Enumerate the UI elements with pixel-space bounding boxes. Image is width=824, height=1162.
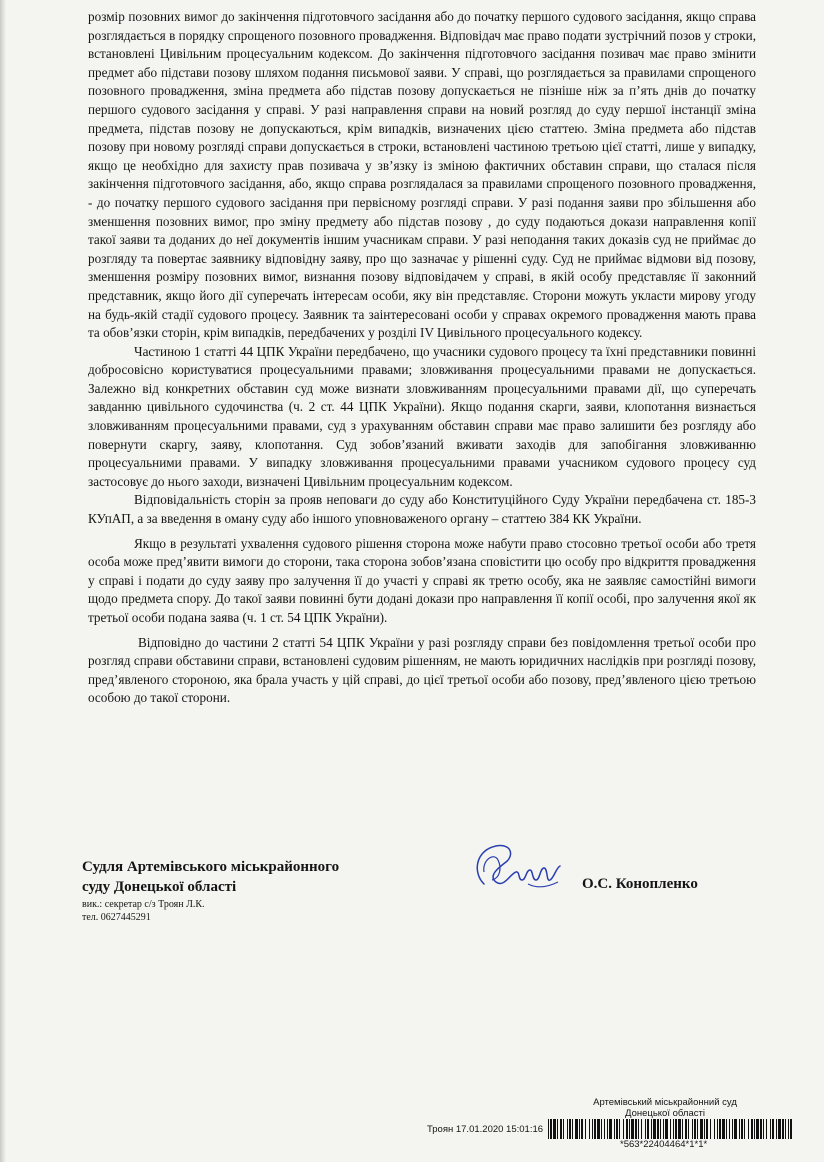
barcode-bar [732,1119,733,1139]
barcode-bar [706,1119,708,1139]
barcode-bar [692,1119,693,1139]
barcode-bar [678,1119,681,1139]
barcode-bar [560,1119,562,1139]
court-stamp [590,1097,740,1119]
barcode-bar [589,1119,590,1139]
barcode-bar [557,1119,558,1139]
barcode-number: *563*22404464*1*1* [620,1139,708,1150]
operator-timestamp: Троян 17.01.2020 15:01:16 [427,1124,544,1135]
barcode-bar [685,1119,687,1139]
barcode-bar [776,1119,777,1139]
barcode-bar [754,1119,755,1139]
barcode-bar [675,1119,677,1139]
barcode-bar [635,1119,637,1139]
barcode-bar [673,1119,674,1139]
court-stamp-line-1: Артемівський міськрайонний суд [593,1097,737,1108]
barcode-bar [719,1119,721,1139]
barcode-bar [760,1119,762,1139]
barcode-bar [548,1119,549,1139]
barcode-bar [638,1119,639,1139]
barcode-bar [782,1119,784,1139]
barcode-bar [688,1119,689,1139]
barcode-bar [592,1119,593,1139]
barcode-bar [641,1119,642,1139]
barcode-bar [714,1119,715,1139]
judge-title [82,857,402,897]
barcode-bar [594,1119,596,1139]
barcode-bar [563,1119,564,1139]
barcode-bar [609,1119,612,1139]
barcode-bar [763,1119,764,1139]
barcode-bar [575,1119,578,1139]
barcode-bar [729,1119,730,1139]
barcode-bar [694,1119,696,1139]
judge-title-line-2: суду Донецької області [82,879,237,895]
barcode-bar [626,1119,628,1139]
barcode-bar [788,1119,789,1139]
barcode-bar [785,1119,786,1139]
barcode-bar [553,1119,556,1139]
barcode-bar [647,1119,649,1139]
barcode [548,1119,792,1139]
barcode-bar [585,1119,586,1139]
barcode-bar [739,1119,740,1139]
barcode-bar [778,1119,781,1139]
barcode-bar [604,1119,605,1139]
paragraph-third-party: Якщо в результаті ухвалення судового рішення сторона може набути право стосовно третьої особи або третя особа може пред’явити вимоги до сторони, така сторона зобов’язана сповістити цю особу про відкриття провадження у справі і подати до суду заяву про залучення її до участі у справі як третю особу, яка не заявляє самостійні вимоги щодо предмета спору. До такої заяви повинні бути додані докази про направлення її копії особі, про залучення якої як третьої особи подана заява (ч. 1 ст. 54 ЦПК України). [88,535,756,625]
barcode-bar [697,1119,698,1139]
judge-name: О.С. Конопленко [582,876,698,892]
barcode-bar [670,1119,671,1139]
court-stamp-line-2: Донецької області [625,1108,705,1119]
paragraph-liability: Відповідальність сторін за прояв неповаги до суду або Конституційного Суду України передбачена ст. 185-3 КУпАП, а за введення в оману суду або іншого уповноваженого органу – статтею 384 КК України. [88,492,756,527]
barcode-bar [631,1119,634,1139]
barcode-bar [629,1119,630,1139]
phone-line: тел. 0627445291 [82,912,151,923]
paragraph-continuation: розмір позовних вимог до закінчення підготовчого засідання або до початку першого судового засідання, якщо справа розглядається в порядку спрощеного позовного провадження. Відповідач має право подати зустрічний позов у строки, встановлені Цивільним процесуальним кодексом. До закінчення підготовчого засідання позивач має право змінити предмет або підстави позову шляхом подання письмової заяви. У справі, що розглядається за правилами спрощеного позовного провадження, зміна предмета або підстав позову допускається не пізніше ніж за п’ять днів до початку першого судового засідання у справі. У разі направлення справи на новий розгляд до суду першої інстанції зміна предмета, підстав позову не допускаються, крім випадків, визначених цією статтею. Зміна предмета або підстав позову при новому розгляді справи допускається в строки, встановлені частиною третьою цієї статті, лише у випадку, якщо це необхідно для захисту прав позивача у зв’язку із зміною фактичних обставин справи, що сталася після закінчення підготовчого засідання, або, якщо справа розглядалася за правилами спрощеного позовного провадження, - до початку першого судового засідання при первісному розгляді справи. У разі подання заяви про збільшення або зменшення позовних вимог, про зміну предмету або підстав позову , до суду подаються докази направлення копії такої заяви та доданих до неї документів іншим учасникам справи. У разі неподання таких доказів суд не приймає до розгляду та повертає заявнику відповідну заяву, про що зазначає у рішенні суду. Суд не приймає відмови від позову, зменшення розміру позовних вимог, визнання позову відповідачем у справі, в якій особу представляє її законний представник, якщо його дії суперечать інтересам особи, яку він представляє. Сторони можуть укласти мирову угоду на будь-якій стадії судового процесу. Заявник та заінтересовані особи у справах окремого провадження мають права та обов’язки сторін, крім випадків, передбачених у розділі IV Цивільного процесуального кодексу. [88,9,756,341]
barcode-bar [572,1119,573,1139]
scan-edge-shadow [0,0,6,1162]
barcode-bar [645,1119,646,1139]
barcode-bar [579,1119,580,1139]
barcode-bar [657,1119,659,1139]
barcode-bar [660,1119,661,1139]
barcode-bar [597,1119,600,1139]
barcode-bar [700,1119,703,1139]
barcode-bar [623,1119,624,1139]
judge-title-line-1: Судля Артемівського міськрайонного [82,859,340,875]
barcode-bar [717,1119,718,1139]
barcode-bar [766,1119,767,1139]
barcode-bar [741,1119,743,1139]
barcode-bar [770,1119,771,1139]
paragraph-article-54: Відповідно до частини 2 статті 54 ЦПК України у разі розгляду справи без повідомлення третьої особи про розгляд справи обставини справи, встановлені судовим рішенням, не мають юридичних наслідків при розгляді позову, пред’явленого стороною, яка брала участь у цій справі, до цієї третьої особи або позову, пред’явленого цією третьою особою до такої сторони. [88,634,756,706]
barcode-bar [751,1119,753,1139]
document-body [88,8,756,708]
barcode-bar [665,1119,668,1139]
executor-line: вик.: секретар с/з Троян Л.К. [82,899,205,910]
barcode-bar [726,1119,727,1139]
barcode-bar [744,1119,745,1139]
barcode-bar [651,1119,652,1139]
barcode-bar [601,1119,602,1139]
barcode-bar [663,1119,664,1139]
barcode-bar [550,1119,552,1139]
barcode-bar [619,1119,620,1139]
handwritten-signature [470,838,566,898]
barcode-bar [614,1119,615,1139]
barcode-bar [567,1119,568,1139]
barcode-bar [772,1119,774,1139]
barcode-bar [581,1119,583,1139]
barcode-bar [748,1119,749,1139]
barcode-bar [682,1119,683,1139]
barcode-bar [653,1119,656,1139]
barcode-bar [734,1119,737,1139]
barcode-bar [756,1119,759,1139]
barcode-bar [616,1119,618,1139]
barcode-bar [722,1119,725,1139]
paragraph-article-44: Частиною 1 статті 44 ЦПК України передбачено, що учасники судового процесу та їхні представники повинні добросовісно користуватися процесуальними правами; зловживання процесуальними правами не допускається. Залежно від конкретних обставин суд може визнати зловживанням процесуальними правами дії, що суперечать завданню цивільного судочинства (ч. 2 ст. 44 ЦПК України). Якщо подання скарги, заяви, клопотання визнається зловживанням процесуальними правами, суд з урахуванням обставин справи має право залишити без розгляду або повернути скаргу, заяву, клопотання. Суд зобов’язаний вживати заходів для запобігання зловживанню процесуальними правами. У випадку зловживання процесуальними правами учасником судового процесу суд застосовує до нього заходи, визначені Цивільним процесуальним кодексом. [88,343,756,489]
barcode-bar [790,1119,792,1139]
barcode-bar [607,1119,608,1139]
barcode-bar [704,1119,705,1139]
barcode-bar [710,1119,711,1139]
barcode-bar [569,1119,571,1139]
